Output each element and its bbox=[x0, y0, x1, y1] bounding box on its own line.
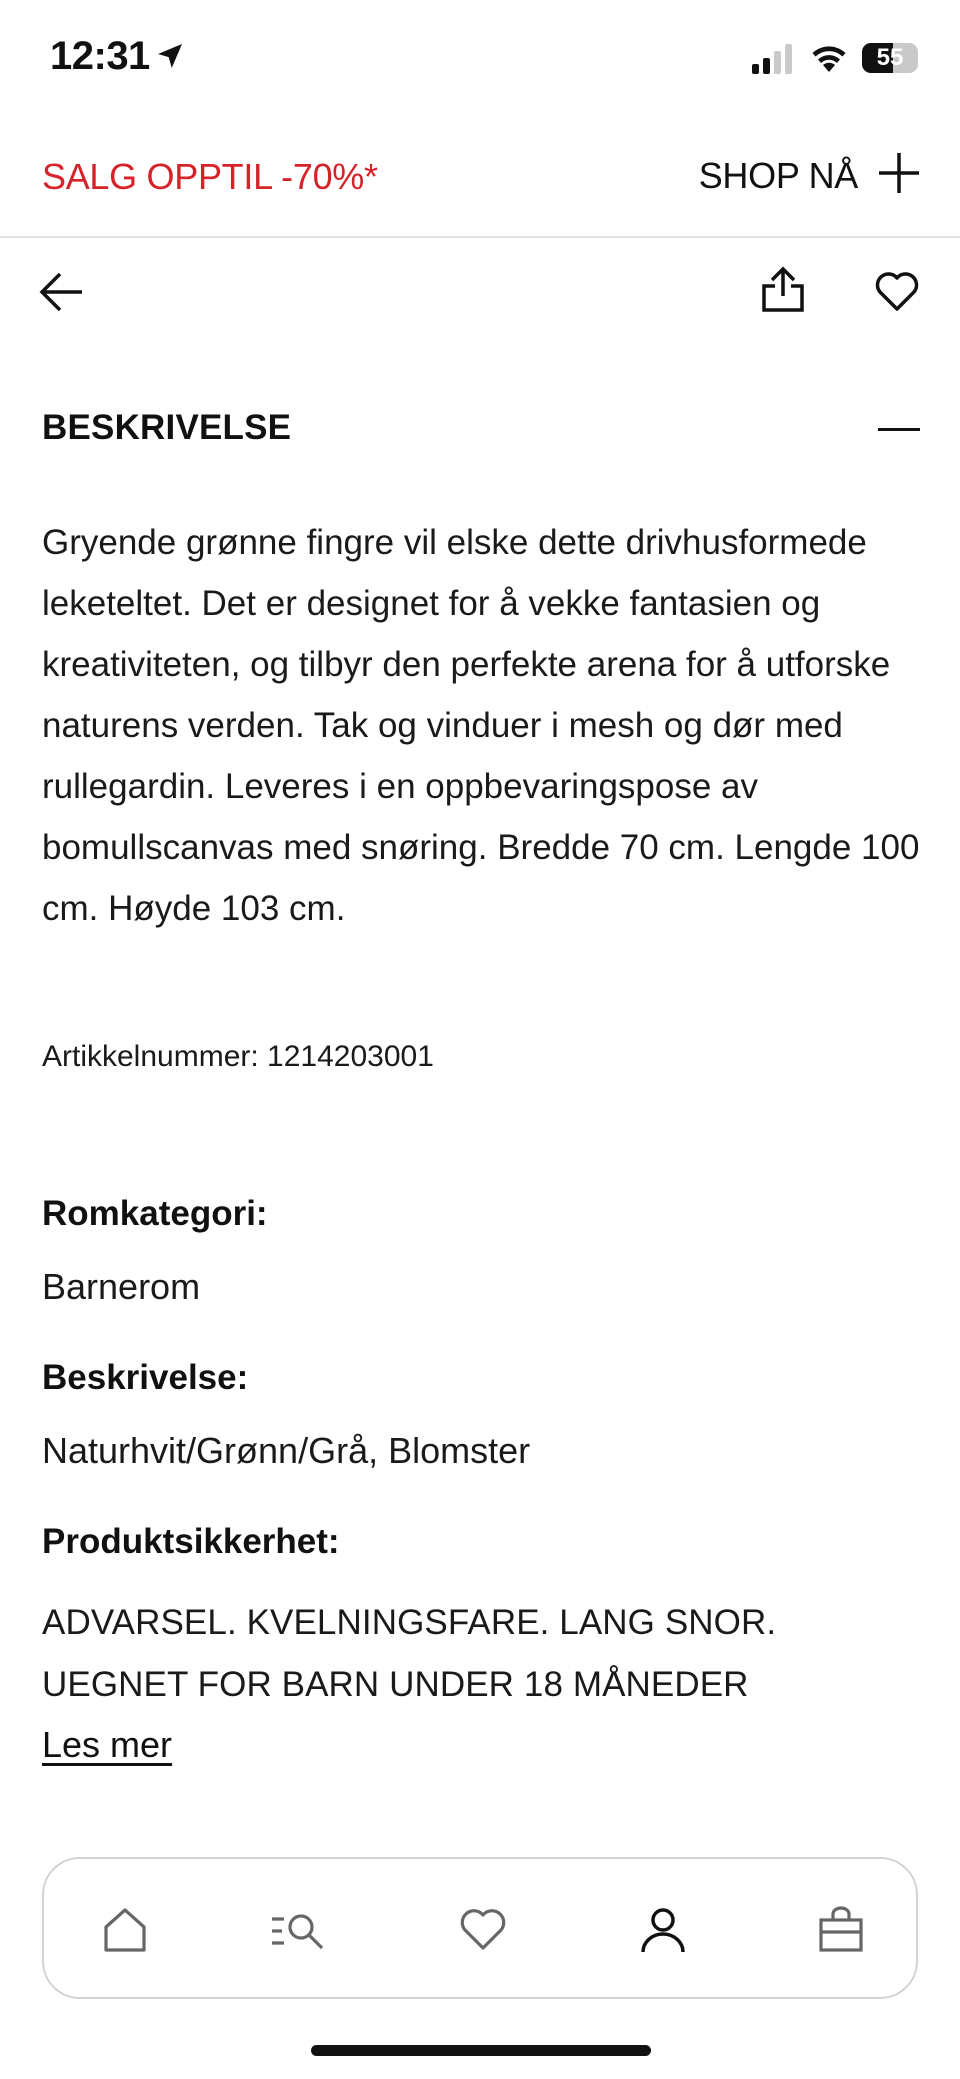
home-icon[interactable] bbox=[100, 1905, 150, 1955]
location-arrow-icon bbox=[154, 40, 186, 77]
account-icon[interactable] bbox=[638, 1905, 688, 1955]
room-category-label: Romkategori: bbox=[42, 1194, 268, 1233]
battery-icon bbox=[862, 43, 918, 73]
product-nav-bar bbox=[0, 238, 960, 348]
heart-icon[interactable] bbox=[458, 1905, 508, 1955]
plus-icon bbox=[876, 150, 922, 201]
description-label: Beskrivelse: bbox=[42, 1358, 249, 1397]
bottom-tab-bar bbox=[42, 1857, 918, 1999]
description-value: Naturhvit/Grønn/Grå, Blomster bbox=[42, 1430, 531, 1471]
product-safety-label: Produktsikkerhet: bbox=[42, 1522, 340, 1561]
status-time: 12:31 bbox=[50, 34, 150, 78]
section-title: BESKRIVELSE bbox=[42, 408, 292, 447]
heart-icon[interactable] bbox=[874, 270, 920, 317]
shopping-bag-icon[interactable] bbox=[816, 1905, 866, 1955]
promo-banner bbox=[0, 120, 960, 238]
arrow-left-icon[interactable] bbox=[38, 270, 86, 319]
home-indicator bbox=[311, 2045, 651, 2056]
status-bar bbox=[0, 0, 960, 120]
product-safety-value: ADVARSEL. KVELNINGSFARE. LANG SNOR. UEGNET FOR BARN UNDER 18 MÅNEDER bbox=[42, 1603, 777, 1704]
wifi-icon bbox=[810, 42, 848, 77]
cellular-signal-icon bbox=[752, 44, 796, 79]
battery-level: 55 bbox=[876, 44, 904, 71]
share-icon[interactable] bbox=[760, 266, 806, 319]
article-number: Artikkelnummer: 1214203001 bbox=[42, 1040, 434, 1073]
minus-icon bbox=[878, 428, 920, 431]
product-description: Gryende grønne fingre vil elske dette drivhusformede leketeltet. Det er designet for å vekke fantasien og kreativiteten, og tilbyr den perfekte arena for å utforske naturens verden. Tak og vinduer i mesh og dør med rullegardin. Leveres i en oppbevaringspose av bomullscanvas med snøring. Bredde 70 cm. Lengde 100 cm. Høyde 103 cm. bbox=[42, 523, 920, 928]
room-category-value: Barnerom bbox=[42, 1266, 201, 1307]
search-menu-icon[interactable] bbox=[270, 1905, 320, 1955]
read-more-link[interactable]: Les mer bbox=[42, 1724, 173, 1765]
description-section-header[interactable] bbox=[42, 408, 920, 458]
shop-now-link[interactable] bbox=[699, 150, 922, 201]
promo-text: SALG OPPTIL -70%* bbox=[42, 156, 378, 197]
shop-now-label: SHOP NÅ bbox=[698, 154, 858, 196]
